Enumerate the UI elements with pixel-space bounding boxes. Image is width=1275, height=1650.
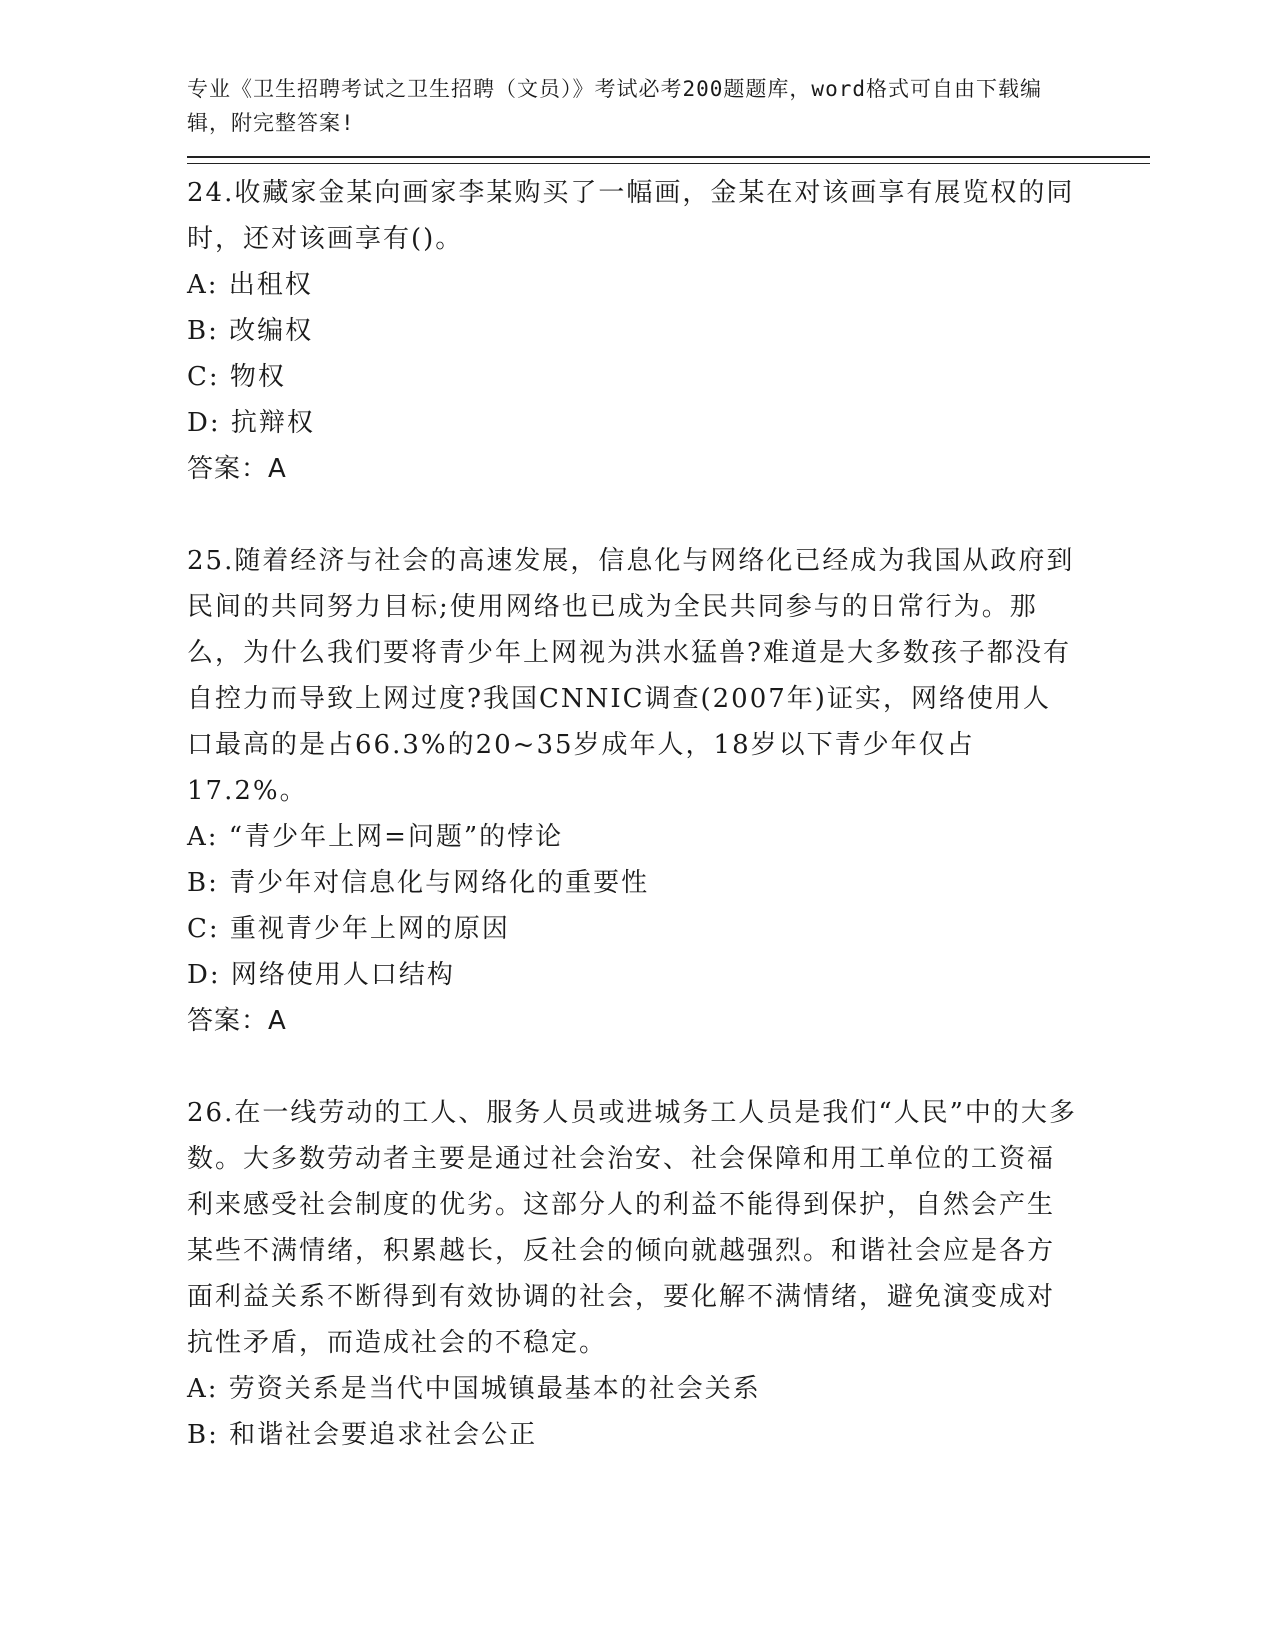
question-stem: 24.收藏家金某向画家李某购买了一幅画，金某在对该画享有展览权的同时，还对该画享有()。 bbox=[187, 178, 1075, 254]
option-a: A: 劳资关系是当代中国城镇最基本的社会关系 bbox=[187, 1374, 761, 1404]
question-26 bbox=[187, 1090, 1077, 1458]
option-a: A: “青少年上网=问题”的悖论 bbox=[187, 822, 564, 852]
option-c: C: 物权 bbox=[187, 362, 286, 392]
option-b: B: 青少年对信息化与网络化的重要性 bbox=[187, 868, 650, 898]
question-stem: 26.在一线劳动的工人、服务人员或进城务工人员是我们“人民”中的大多数。大多数劳动者主要是通过社会治安、社会保障和用工单位的工资福利来感受社会制度的优劣。这部分人的利益不能得到保护，自然会产生某些不满情绪，积累越长，反社会的倾向就越强烈。和谐社会应是各方面利益关系不断得到有效协调的社会，要化解不满情绪，避免演变成对抗性矛盾，而造成社会的不稳定。 bbox=[187, 1098, 1077, 1358]
document-page bbox=[187, 72, 1147, 1458]
answer: 答案：A bbox=[187, 454, 287, 484]
option-d: D: 网络使用人口结构 bbox=[187, 960, 455, 990]
option-b: B: 改编权 bbox=[187, 316, 314, 346]
document-header: 专业《卫生招聘考试之卫生招聘（文员）》考试必考200题题库，word格式可自由下载编辑，附完整答案! bbox=[187, 77, 1042, 135]
header-divider bbox=[187, 156, 1150, 164]
question-25 bbox=[187, 538, 1077, 1044]
answer: 答案：A bbox=[187, 1006, 287, 1036]
option-b: B: 和谐社会要追求社会公正 bbox=[187, 1420, 538, 1450]
question-stem: 25.随着经济与社会的高速发展，信息化与网络化已经成为我国从政府到民间的共同努力目标;使用网络也已成为全民共同参与的日常行为。那么，为什么我们要将青少年上网视为洪水猛兽?难道是大多数孩子都没有自控力而导致上网过度?我国CNNIC调查(2007年)证实，网络使用人口最高的是占66.3%的20~35岁成年人，18岁以下青少年仅占17.2%。 bbox=[187, 546, 1075, 806]
option-c: C: 重视青少年上网的原因 bbox=[187, 914, 510, 944]
option-a: A: 出租权 bbox=[187, 270, 313, 300]
option-d: D: 抗辩权 bbox=[187, 408, 315, 438]
question-24 bbox=[187, 170, 1077, 492]
